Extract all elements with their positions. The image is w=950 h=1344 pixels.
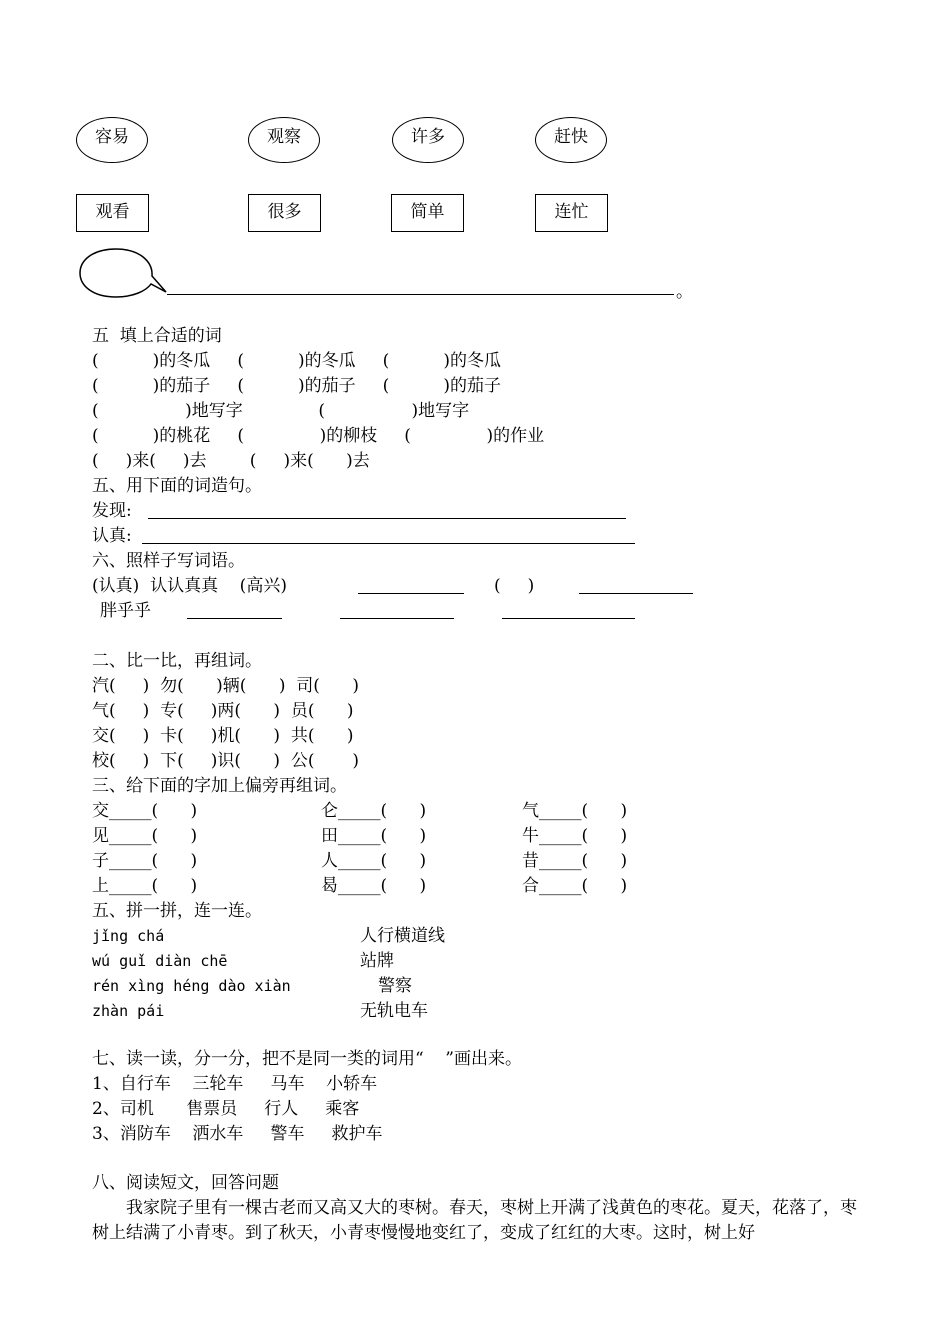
pattern-example-2: 胖乎乎 [100, 601, 151, 621]
classify-line-2: 2、司机 售票员 行人 乘客 [92, 1099, 360, 1119]
pinyin-item: jǐng chá [92, 927, 165, 945]
sentence-end: 。 [676, 282, 693, 302]
compare-line-1: 汽( ) 勿( )辆( ) 司( ) [92, 676, 359, 696]
compare-line-4: 校( ) 下( )识( ) 公( ) [92, 751, 359, 771]
box-word-1: 观看 [76, 194, 149, 232]
hanzi-item: 人行横道线 [360, 926, 445, 946]
section-title-pinyin: 五、拼一拼，连一连。 [92, 901, 262, 921]
radical-item: 牛_____( ) [522, 826, 628, 846]
radical-item: 仑_____( ) [321, 801, 427, 821]
radical-item: 子_____( ) [92, 851, 198, 871]
radical-item: 气_____( ) [522, 801, 628, 821]
fill-line-5: ( )来( )去 ( )来( )去 [92, 451, 370, 471]
sentence-label-1: 发现: [92, 501, 132, 521]
oval-word-4: 赶快 [535, 117, 607, 163]
radical-item: 交_____( ) [92, 801, 198, 821]
radical-item: 曷_____( ) [321, 876, 427, 896]
pinyin-item: wú guǐ diàn chē [92, 952, 228, 970]
pattern-paren: ( ) [494, 576, 535, 596]
sentence-line-1[interactable] [148, 518, 626, 519]
pattern-blank-2[interactable] [579, 593, 693, 594]
section-title-reading: 八、阅读短文，回答问题 [92, 1173, 279, 1193]
section-title-fill: 五 填上合适的词 [92, 326, 222, 346]
oval-word-1: 容易 [76, 117, 148, 163]
section-title-sentence: 五、用下面的词造句。 [92, 476, 262, 496]
oval-word-3: 许多 [392, 117, 464, 163]
box-word-2: 很多 [248, 194, 321, 232]
section-title-classify: 七、读一读，分一分，把不是同一类的词用“ ”画出来。 [92, 1049, 522, 1069]
fill-line-2: ( )的茄子 ( )的茄子 ( )的茄子 [92, 376, 501, 396]
section-title-compare: 二、比一比，再组词。 [92, 651, 262, 671]
pattern-blank-4[interactable] [340, 618, 454, 619]
pattern-blank-5[interactable] [502, 618, 635, 619]
hanzi-item: 警察 [378, 976, 412, 996]
fill-line-4: ( )的桃花 ( )的柳枝 ( )的作业 [92, 426, 545, 446]
compare-line-3: 交( ) 卡( )机( ) 共( ) [92, 726, 354, 746]
hanzi-item: 无轨电车 [360, 1001, 428, 1021]
pinyin-item: zhàn pái [92, 1002, 165, 1020]
compare-line-2: 气( ) 专( )两( ) 员( ) [92, 701, 354, 721]
radical-item: 合_____( ) [522, 876, 628, 896]
radical-item: 人_____( ) [321, 851, 427, 871]
sentence-line-2[interactable] [142, 543, 635, 544]
pattern-blank-1[interactable] [358, 593, 464, 594]
radical-item: 田_____( ) [321, 826, 427, 846]
radical-item: 见_____( ) [92, 826, 198, 846]
speech-bubble-icon [78, 246, 170, 302]
pinyin-item: rén xìng héng dào xiàn [92, 977, 291, 995]
classify-line-3: 3、消防车 洒水车 警车 救护车 [92, 1124, 383, 1144]
oval-word-2: 观察 [248, 117, 320, 163]
sentence-label-2: 认真: [92, 526, 132, 546]
radical-item: 昔_____( ) [522, 851, 628, 871]
pattern-line-1: (认真) 认认真真 (高兴) [92, 576, 287, 596]
classify-line-1: 1、自行车 三轮车 马车 小轿车 [92, 1074, 378, 1094]
radical-item: 上_____( ) [92, 876, 198, 896]
pattern-blank-3[interactable] [187, 618, 282, 619]
fill-line-3: ( )地写字 ( )地写字 [92, 401, 470, 421]
hanzi-item: 站牌 [360, 951, 394, 971]
box-word-4: 连忙 [535, 194, 608, 232]
section-title-pattern: 六、照样子写词语。 [92, 551, 245, 571]
answer-line[interactable] [167, 294, 674, 295]
fill-line-1: ( )的冬瓜 ( )的冬瓜 ( )的冬瓜 [92, 351, 501, 371]
box-word-3: 简单 [391, 194, 464, 232]
reading-passage: 我家院子里有一棵古老而又高又大的枣树。春天，枣树上开满了浅黄色的枣花。夏天，花落了，枣树上结满了小青枣。到了秋天，小青枣慢慢地变红了，变成了红红的大枣。这时，树上好 [92, 1198, 857, 1243]
section-title-radical: 三、给下面的字加上偏旁再组词。 [92, 776, 347, 796]
